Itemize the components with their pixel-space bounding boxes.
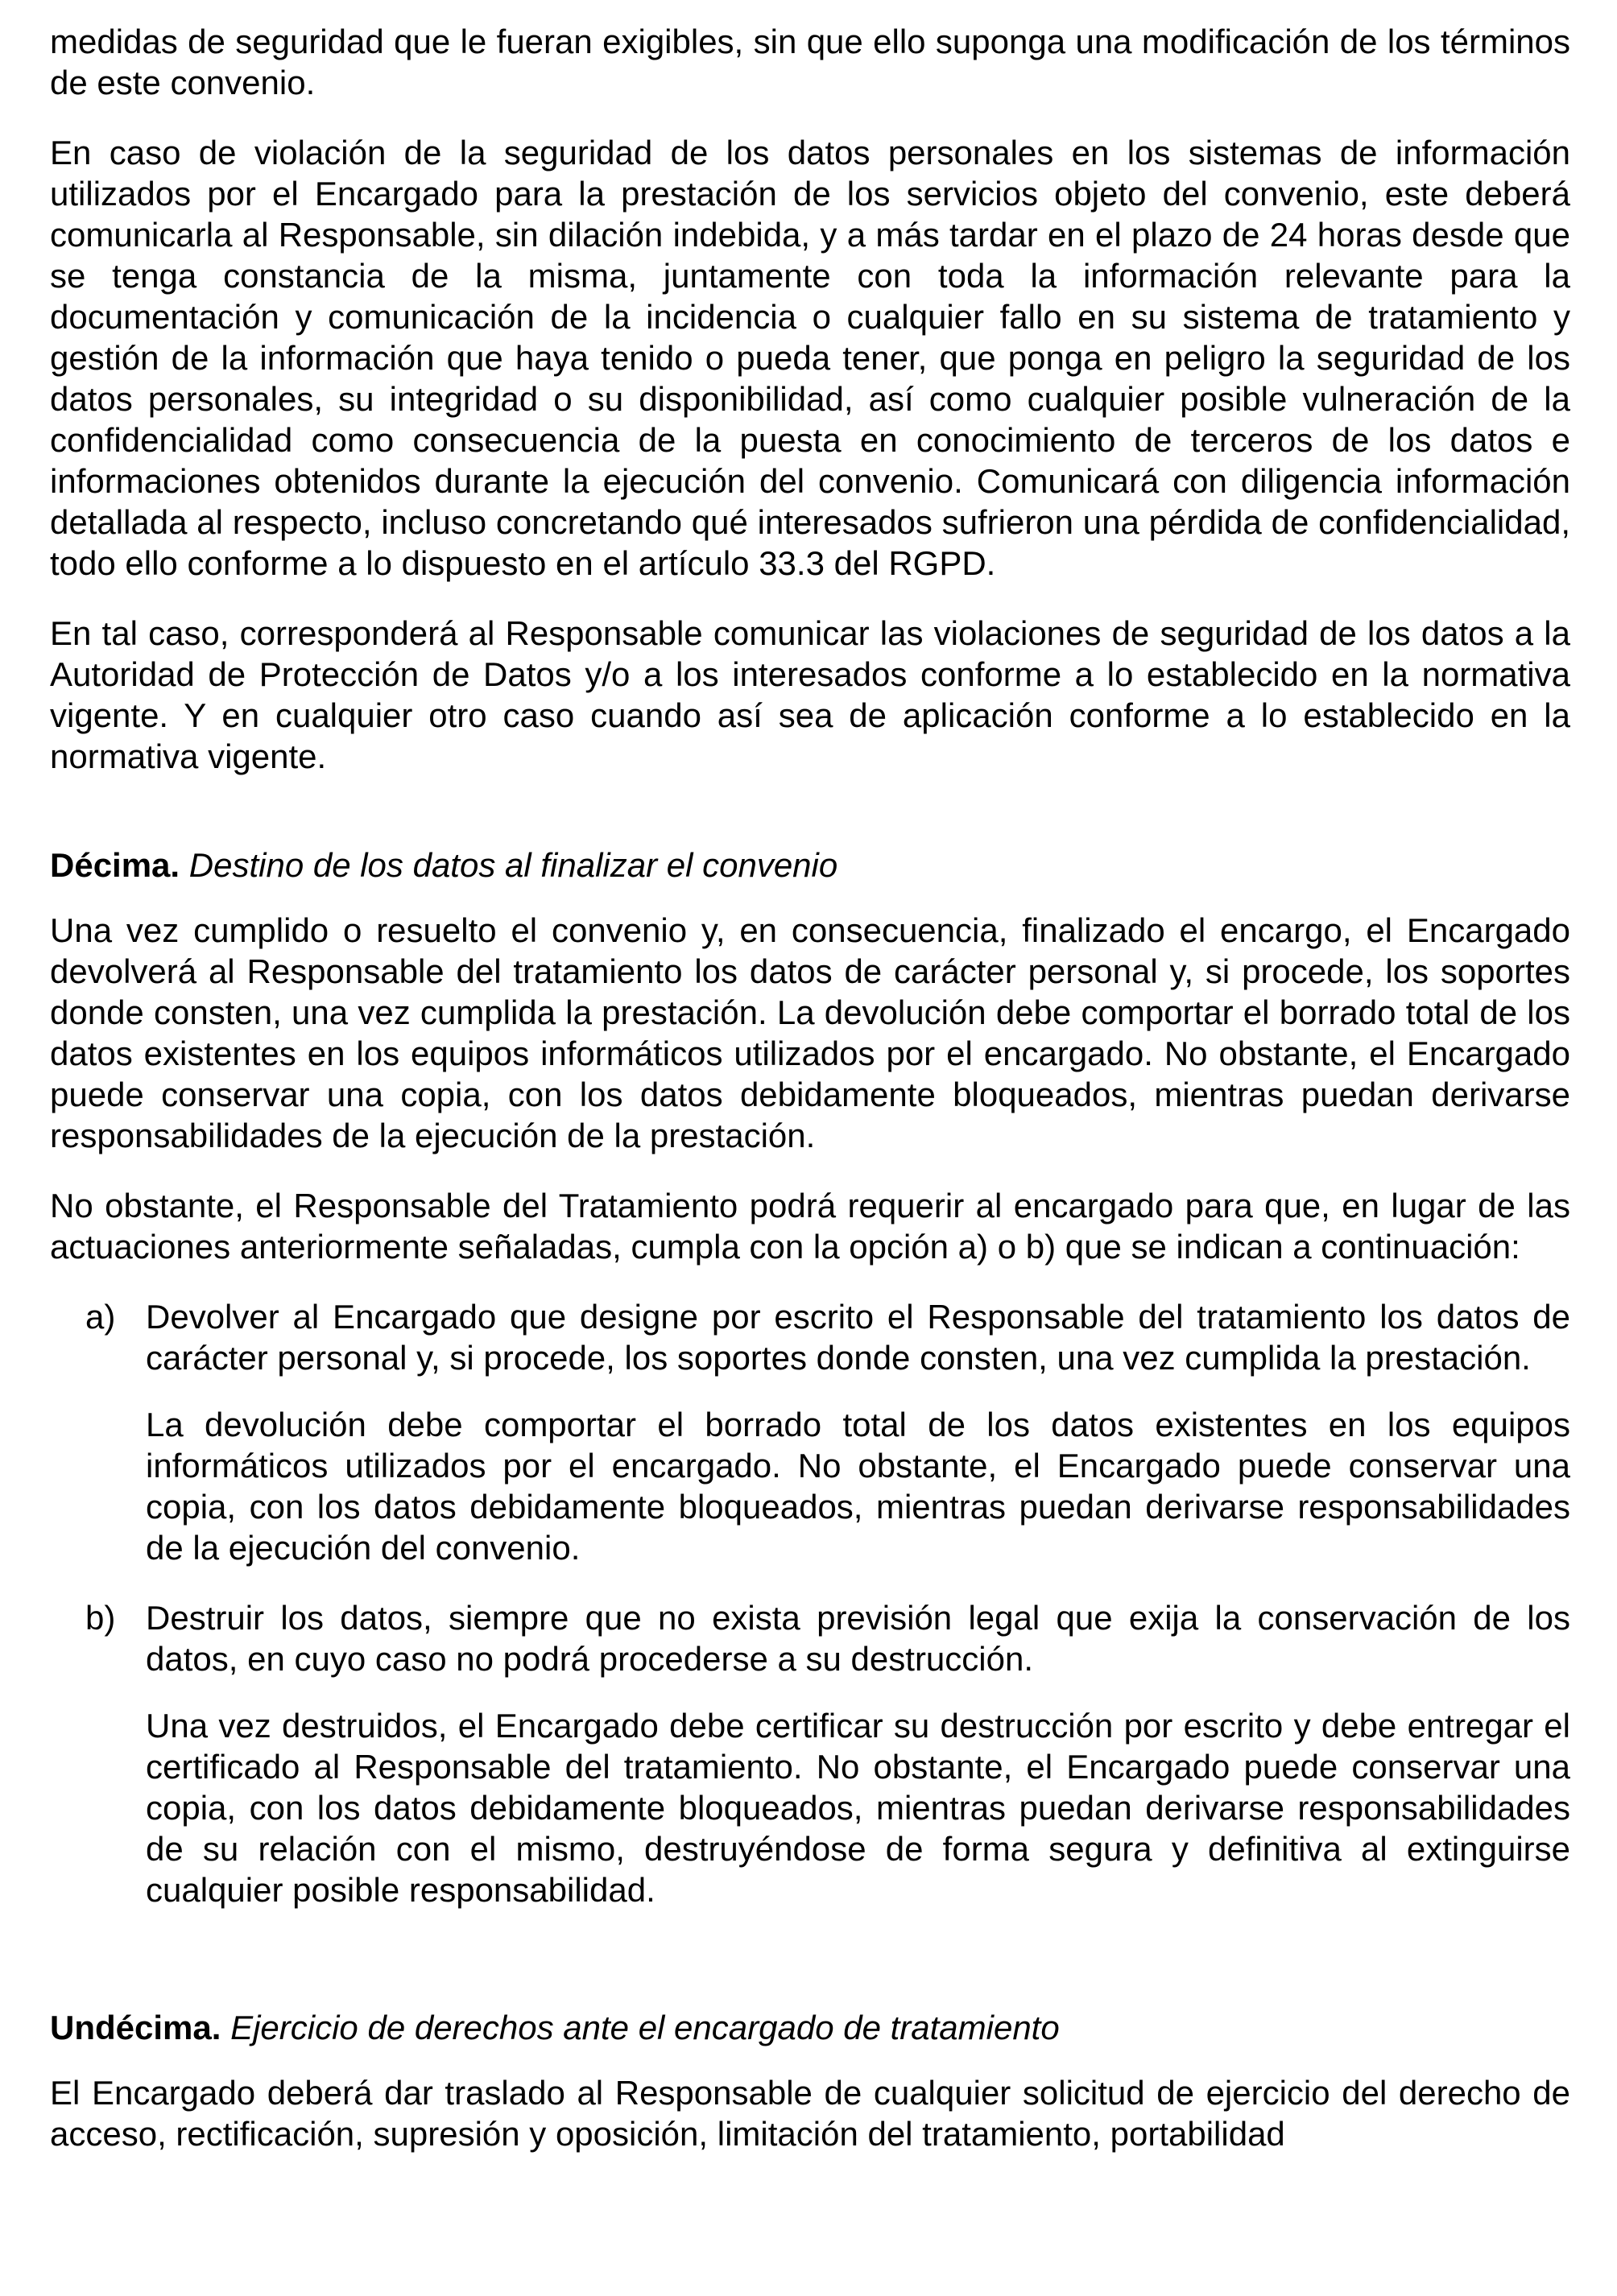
section-number-undecima: Undécima. — [50, 2009, 221, 2046]
paragraph-data-return: Una vez cumplido o resuelto el convenio y, en consecuencia, finalizado el encargo, el Encargado devolverá al Responsable del tratamiento los datos de carácter personal y, si procede, los soportes donde consten, una vez cumplida la prestación. La devolución debe comportar el borrado total de los datos existentes en los equipos informáticos utilizados por el encargado. No obstante, el Encargado puede conservar una copia, con los datos debidamente bloqueados, mientras puedan derivarse responsabilidades de la ejecución de la prestación. — [50, 911, 1570, 1154]
list-item-a-subtext: La devolución debe comportar el borrado total de los datos existentes en los equipos informáticos utilizados por el encargado. No obstante, el Encargado puede conservar una copia, con los datos debidamente bloqueados, mientras puedan derivarse responsabilidades de la ejecución del convenio. — [146, 1406, 1570, 1567]
list-item-a-body — [146, 1296, 1570, 1597]
paragraph-rights-exercise: El Encargado deberá dar traslado al Responsable de cualquier solicitud de ejercicio del derecho de acceso, rectificación, supresión y oposición, limitación del tratamiento, portabilidad — [50, 2074, 1570, 2153]
section-number-decima: Décima. — [50, 846, 180, 884]
paragraph-security-measures-continuation: medidas de seguridad que le fueran exigibles, sin que ello suponga una modificación de los términos de este convenio. — [50, 23, 1570, 101]
section-heading-undecima — [50, 2007, 1570, 2048]
list-marker-a: a) — [85, 1298, 116, 1336]
section-title-undecima: Ejercicio de derechos ante el encargado de tratamiento — [230, 2009, 1060, 2046]
paragraph-options-intro: No obstante, el Responsable del Tratamiento podrá requerir al encargado para que, en lugar de las actuaciones anteriormente señaladas, cumpla con la opción a) o b) que se indican a continuación: — [50, 1187, 1570, 1266]
list-item-b — [50, 1597, 1570, 1939]
list-marker-b: b) — [85, 1599, 116, 1637]
list-item-b-body — [146, 1597, 1570, 1939]
paragraph-security-breach-notification: En caso de violación de la seguridad de los datos personales en los sistemas de información utilizados por el Encargado para la prestación de los servicios objeto del convenio, este deberá comunicarla al Responsable, sin dilación indebida, y a más tardar en el plazo de 24 horas desde que se tenga constancia de la misma, juntamente con toda la información relevante para la documentación y comunicación de la incidencia o cualquier fallo en su sistema de tratamiento y gestión de la información que haya tenido o pueda tener, que ponga en peligro la seguridad de los datos personales, su integridad o su disponibilidad, así como cualquier posible vulneración de la confidencialidad como consecuencia de la puesta en conocimiento de terceros de los datos e informaciones obtenidos durante la ejecución del convenio. Comunicará con diligencia información detallada al respecto, incluso concretando qué interesados sufrieron una pérdida de confidencialidad, todo ello conforme a lo dispuesto en el artículo 33.3 del RGPD. — [50, 134, 1570, 582]
section-heading-decima — [50, 844, 1570, 886]
list-item-b-text: Destruir los datos, siempre que no exista previsión legal que exija la conservación de los datos, en cuyo caso no podrá procederse a su destrucción. — [146, 1599, 1570, 1678]
list-item-a-text: Devolver al Encargado que designe por escrito el Responsable del tratamiento los datos de carácter personal y, si procede, los soportes donde consten, una vez cumplida la prestación. — [146, 1298, 1570, 1377]
list-item-b-subtext: Una vez destruidos, el Encargado debe certificar su destrucción por escrito y debe entregar el certificado al Responsable del tratamiento. No obstante, el Encargado puede conservar una copia, con los datos debidamente bloqueados, mientras puedan derivarse responsabilidades de su relación con el mismo, destruyéndose de forma segura y definitiva al extinguirse cualquier posible responsabilidad. — [146, 1707, 1570, 1909]
paragraph-responsable-communication: En tal caso, corresponderá al Responsable comunicar las violaciones de seguridad de los datos a la Autoridad de Protección de Datos y/o a los interesados conforme a lo establecido en la normativa vigente. Y en cualquier otro caso cuando así sea de aplicación conforme a lo establecido en la normativa vigente. — [50, 614, 1570, 775]
list-item-a — [50, 1296, 1570, 1597]
section-title-decima: Destino de los datos al finalizar el convenio — [188, 846, 838, 884]
